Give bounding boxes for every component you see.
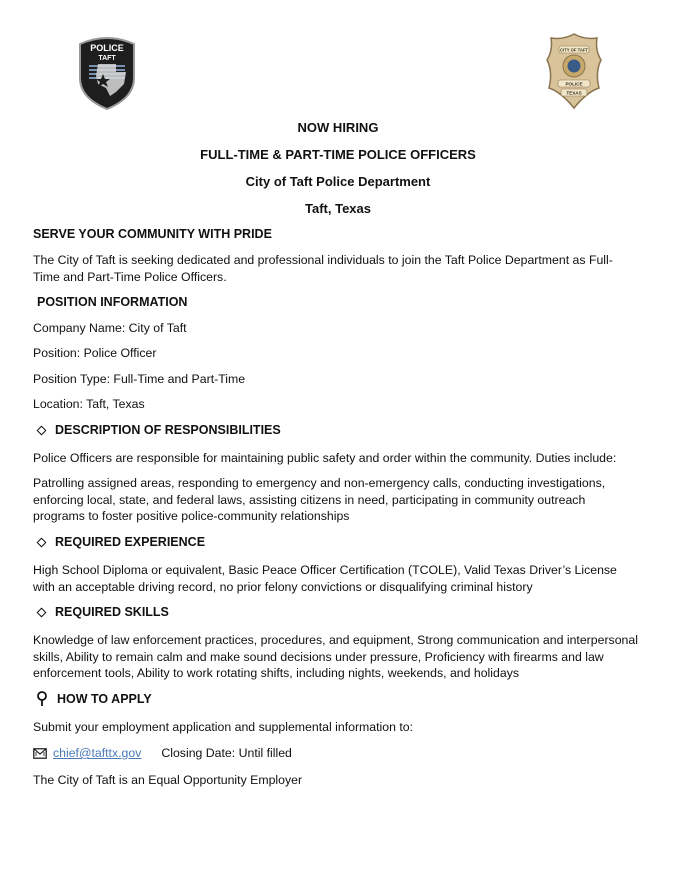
header-now-hiring: NOW HIRING xyxy=(297,120,379,135)
closing-date: Closing Date: Until filled xyxy=(161,746,292,760)
skills-body: Knowledge of law enforcement practices, procedures, and equipment, Strong communication and interpersonal skills, Ability to remain calm and make sound decisions under pressure, Proficiency with firearms and law enforcement tools, Ability to work rotating shifts, including nights, weekends, and holidays xyxy=(33,633,638,681)
position-type: Position Type: Full-Time and Part-Time xyxy=(33,372,246,386)
contact-row xyxy=(33,745,292,761)
experience-heading-row xyxy=(36,535,205,550)
patch-title-text: POLICE xyxy=(90,43,124,53)
responsibilities-intro: Police Officers are responsible for maintaining public safety and order within the community. Duties include: xyxy=(33,451,617,465)
experience-body: High School Diploma or equivalent, Basic Peace Officer Certification (TCOLE), Valid Texas Driver’s License with an acceptable driving record, no prior felony convictions or disqualifying criminal history xyxy=(33,563,617,594)
position-location: Location: Taft, Texas xyxy=(33,397,145,411)
badge-top-text: CITY OF TAFT xyxy=(560,47,588,53)
apply-heading-row xyxy=(36,691,152,707)
position-company: Company Name: City of Taft xyxy=(33,321,187,335)
position-heading: POSITION INFORMATION xyxy=(37,295,188,309)
skills-heading: REQUIRED SKILLS xyxy=(55,605,169,619)
header-location: Taft, Texas xyxy=(305,201,371,216)
envelope-icon xyxy=(33,748,47,759)
apply-body: Submit your employment application and supplemental information to: xyxy=(33,720,414,734)
responsibilities-details: Patrolling assigned areas, responding to emergency and non-emergency calls, conducting investigations, enforcing local, state, and federal laws, assisting citizens in need, participating in community outreach programs to foster positive police-community relationships xyxy=(33,476,606,524)
skills-heading-row xyxy=(36,605,169,620)
taft-police-patch-logo xyxy=(76,34,138,110)
intro-heading: SERVE YOUR COMMUNITY WITH PRIDE xyxy=(33,227,272,241)
equal-opportunity-statement: The City of Taft is an Equal Opportunity Employer xyxy=(33,773,303,787)
patch-subtitle-text: TAFT xyxy=(98,55,116,62)
experience-heading: REQUIRED EXPERIENCE xyxy=(55,535,206,549)
responsibilities-heading-row xyxy=(36,423,281,438)
badge-middle-text: POLICE xyxy=(565,81,583,87)
header-position-title: FULL-TIME & PART-TIME POLICE OFFICERS xyxy=(200,147,476,162)
header-department: City of Taft Police Department xyxy=(245,174,431,189)
diamond-bullet-icon xyxy=(37,538,47,548)
diamond-bullet-icon xyxy=(37,608,47,618)
diamond-bullet-icon xyxy=(37,426,47,436)
position-title: Position: Police Officer xyxy=(33,346,157,360)
intro-body: The City of Taft is seeking dedicated and professional individuals to join the Taft Police Department as Full-Time and Part-Time Police Officers. xyxy=(33,253,613,284)
email-link[interactable]: chief@tafttx.gov xyxy=(53,746,142,760)
apply-heading: HOW TO APPLY xyxy=(57,691,152,706)
responsibilities-heading: DESCRIPTION OF RESPONSIBILITIES xyxy=(55,423,281,437)
police-badge-logo xyxy=(545,32,603,110)
pushpin-icon xyxy=(36,691,50,707)
badge-bottom-text: TEXAS xyxy=(566,90,582,96)
